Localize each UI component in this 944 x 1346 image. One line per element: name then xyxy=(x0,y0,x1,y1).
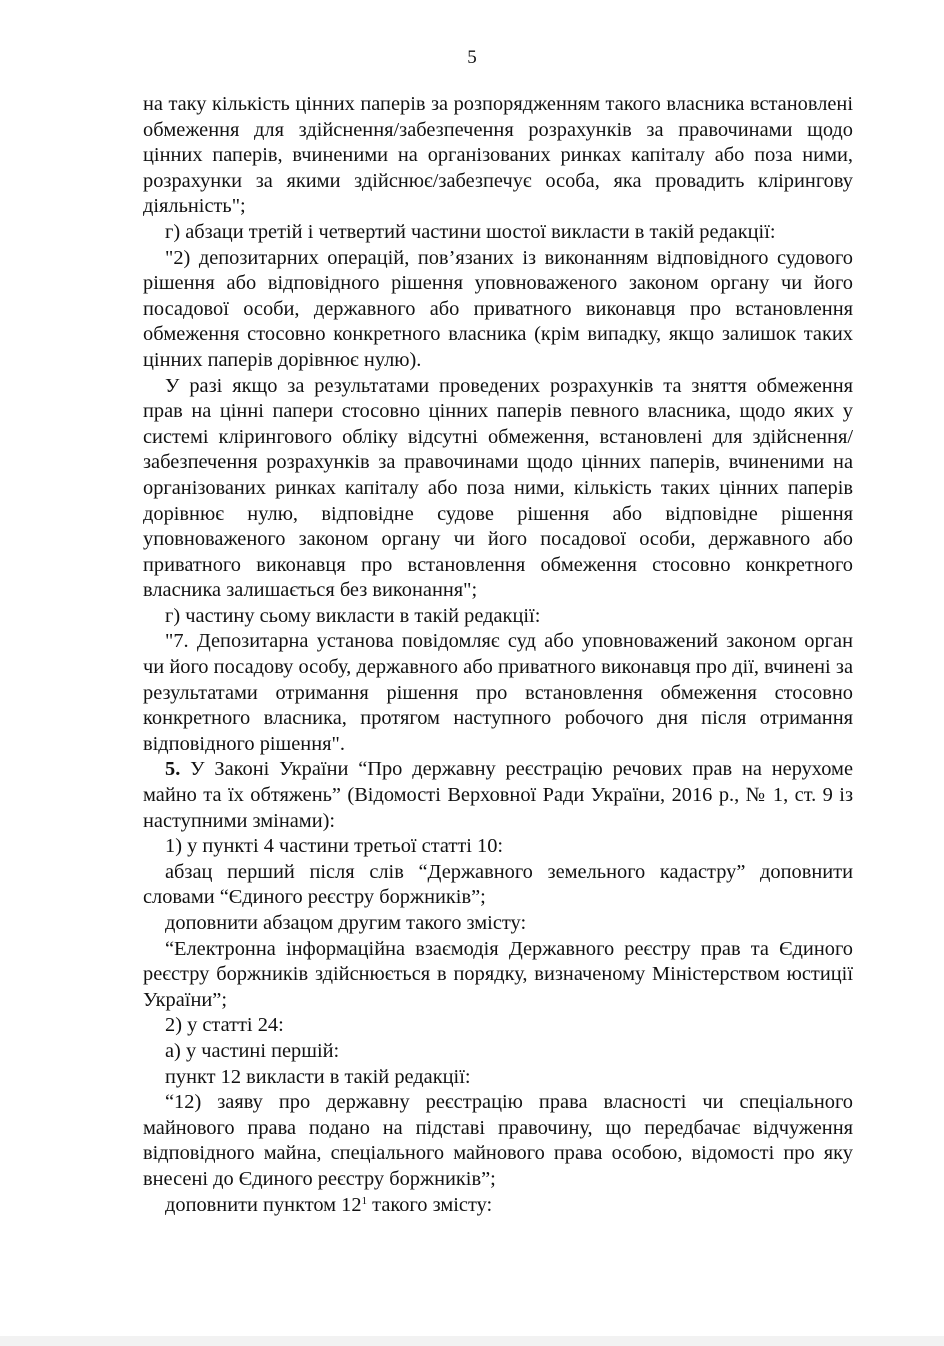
paragraph-settlement-case: У разі якщо за результатами проведених розрахунків та зняття обмеження прав на цінні папери стосовно цінних паперів певного власника, щодо яких у системі клірингового обліку відсутні обмеження, встановлені для здійснення/забезпечення розрахунків за правочинами щодо цінних паперів, вчиненими на організованих ринках капіталу або поза ними, кількість таких цінних паперів дорівнює нулю, відповідне судове рішення або відповідне рішення уповноваженого законом органу чи його посадової особи, державного або приватного виконавця про встановлення обмеження стосовно конкретного власника залишається без виконання"; xyxy=(143,374,853,602)
add-item-text: доповнити пунктом 12 xyxy=(165,1193,362,1216)
paragraph-item-12: “12) заяву про державну реєстрацію права власності чи спеціального майнового права подано на підставі правочину, що передбачає відчуження відповідного майна, спеціального майнового права особою, відомості про яку внесені до Єдиного реєстру боржників”; xyxy=(143,1091,853,1190)
paragraph-amendment-g-part6: г) абзаци третій і четвертий частини шостої викласти в такій редакції: xyxy=(165,220,776,243)
paragraph-first-abzac: абзац перший після слів “Державного земельного кадастру” доповнити словами “Єдиного реєстру боржників”; xyxy=(143,860,853,909)
document-body xyxy=(143,92,853,1218)
paragraph-add-second-abzac: доповнити абзацом другим такого змісту: xyxy=(165,912,527,934)
paragraph-item-12-intro: пункт 12 викласти в такій редакції: xyxy=(165,1065,471,1088)
section-5-text: У Законі України “Про державну реєстрацію речових прав на нерухоме майно та їх обтяжень” (Відомості Верховної Ради України, 2016 р., № 1, ст. 9 із наступними змінами): xyxy=(143,758,853,832)
paragraph-electronic-interaction: “Електронна інформаційна взаємодія Державного реєстру прав та Єдиного реєстру боржників здійснюється в порядку, визначеному Міністерством юстиції України”; xyxy=(143,937,853,1011)
paragraph-section-5 xyxy=(143,757,853,834)
paragraph-amendment-g-part7: г) частину сьому викласти в такій редакції: xyxy=(165,604,541,627)
add-item-text-after: такого змісту: xyxy=(367,1193,493,1216)
section-number: 5. xyxy=(165,758,181,781)
paragraph-add-item-12-1 xyxy=(143,1193,853,1219)
paragraph-point-2: 2) у статті 24: xyxy=(165,1014,284,1037)
paragraph-point-1: 1) у пункті 4 частини третьої статті 10: xyxy=(165,835,504,858)
paragraph-depository-operations: "2) депозитарних операцій, пов’язаних із виконанням відповідного судового рішення або відповідного рішення уповноваженого законом органу чи його посадової особи, державного або приватного виконавця про встановлення обмеження стосовно конкретного власника (крім випадку, якщо залишок таких цінних паперів дорівнює нулю). xyxy=(143,246,853,371)
superscript-index: 1 xyxy=(361,1194,368,1207)
paragraph-item-7: "7. Депозитарна установа повідомляє суд або уповноважений законом орган чи його посадову особу, державного або приватного виконавця про дії, вчинені за результатами отримання рішення про встановлення обмеження стосовно конкретного власника, протягом наступного робочого дня після отримання відповідного рішення". xyxy=(143,630,853,755)
page-bottom-edge xyxy=(0,1336,944,1346)
paragraph-continuation: на таку кількість цінних паперів за розпорядженням такого власника встановлені обмеження для здійснення/забезпечення розрахунків за правочинами щодо цінних паперів, вчиненими на організованих ринках капіталу або поза ними, розрахунки за якими здійснює/забезпечує особа, яка провадить клірингову діяльність"; xyxy=(143,93,853,218)
paragraph-part-one: а) у частині першій: xyxy=(165,1039,340,1062)
page-number: 5 xyxy=(467,47,477,68)
